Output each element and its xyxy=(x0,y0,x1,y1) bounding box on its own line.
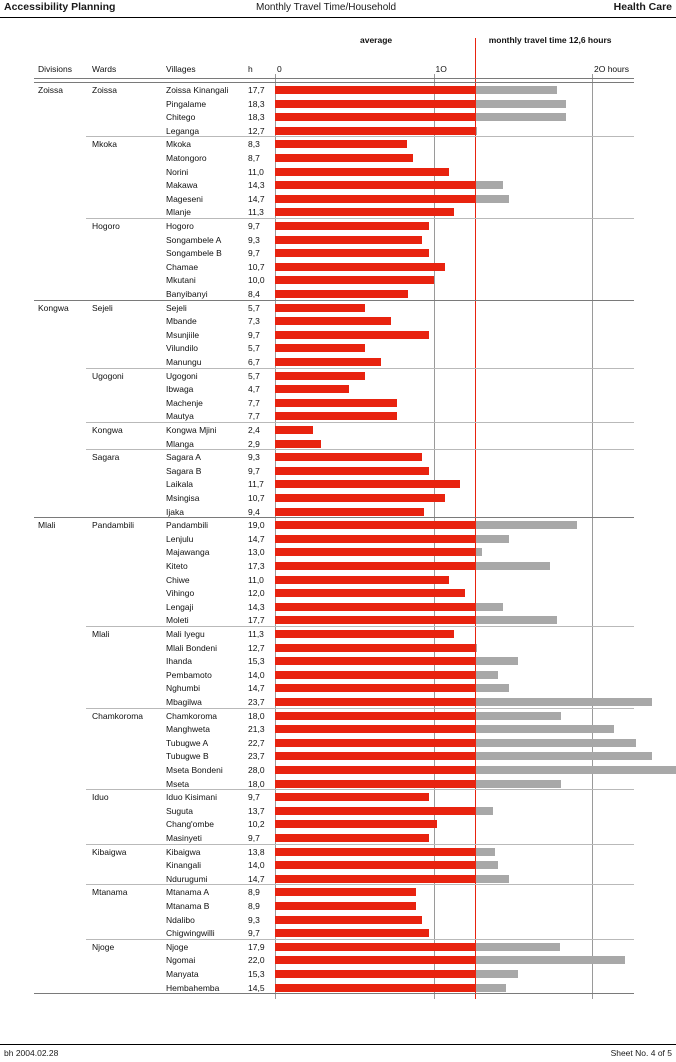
bar-below-threshold xyxy=(275,249,429,257)
bar-below-threshold xyxy=(275,412,397,420)
axis-tick-label-0: 0 xyxy=(277,64,282,74)
header-rule xyxy=(34,78,634,79)
village-label: Banyibanyi xyxy=(166,289,208,299)
ward-label: Zoissa xyxy=(92,85,118,95)
bar-below-threshold xyxy=(275,616,475,624)
ward-separator xyxy=(86,449,634,450)
village-label: Majawanga xyxy=(166,547,210,558)
value-label: 18,0 xyxy=(248,710,265,721)
bar-above-threshold xyxy=(476,616,557,624)
village-label: Mbagilwa xyxy=(166,697,202,707)
bar-below-threshold xyxy=(275,820,437,828)
bar-above-threshold xyxy=(476,807,493,815)
page-footer xyxy=(0,1044,676,1062)
ward-separator xyxy=(86,136,634,137)
village-label: Chamae xyxy=(166,261,199,272)
column-header-wards: Wards xyxy=(92,64,117,74)
ward-label: Njoge xyxy=(92,941,115,952)
bar-below-threshold xyxy=(275,86,475,94)
bar-below-threshold xyxy=(275,780,475,788)
village-label: Pingalame xyxy=(166,98,207,109)
value-label: 5,7 xyxy=(248,343,260,354)
bar-below-threshold xyxy=(275,113,475,121)
village-label: Masinyeti xyxy=(166,833,202,843)
village-label: Lengaji xyxy=(166,601,194,612)
value-label: 19,0 xyxy=(248,520,265,531)
ward-label: Sejeli xyxy=(92,302,113,313)
bar-below-threshold xyxy=(275,521,475,529)
bar-above-threshold xyxy=(476,752,652,760)
village-label: Ihanda xyxy=(166,656,192,667)
bar-below-threshold xyxy=(275,467,429,475)
bar-below-threshold xyxy=(275,902,416,910)
bar-below-threshold xyxy=(275,861,475,869)
bar-below-threshold xyxy=(275,140,407,148)
value-label: 14,5 xyxy=(248,982,265,993)
bar-below-threshold xyxy=(275,426,313,434)
header-right-title: Health Care xyxy=(613,1,672,13)
bar-below-threshold xyxy=(275,576,449,584)
value-label: 23,7 xyxy=(248,697,265,707)
village-label: Vilundilo xyxy=(166,343,198,354)
bar-above-threshold xyxy=(476,943,560,951)
village-label: Mlanje xyxy=(166,207,192,218)
village-label: Mageseni xyxy=(166,193,203,204)
village-label: Mseta Bondeni xyxy=(166,765,223,775)
village-label: Hogoro xyxy=(166,221,194,231)
bar-above-threshold xyxy=(476,195,509,203)
ward-label: Chamkoroma xyxy=(92,710,144,721)
value-label: 12,7 xyxy=(248,125,265,136)
bar-above-threshold xyxy=(476,113,566,121)
ward-label: Mlali xyxy=(92,629,110,639)
bar-above-threshold xyxy=(476,984,506,992)
value-label: 14,7 xyxy=(248,873,265,884)
value-label: 9,3 xyxy=(248,234,260,245)
ward-separator xyxy=(86,708,634,709)
bar-below-threshold xyxy=(275,725,475,733)
bar-below-threshold xyxy=(275,181,475,189)
ward-label: Iduo xyxy=(92,792,109,803)
bar-below-threshold xyxy=(275,671,475,679)
village-label: Norini xyxy=(166,166,189,177)
annotation-threshold: monthly travel time 12,6 hours xyxy=(488,35,612,45)
village-label: Mbande xyxy=(166,316,197,327)
village-label: Ndurugumi xyxy=(166,873,208,884)
village-label: Manyata xyxy=(166,969,199,979)
ward-label: Mtanama xyxy=(92,887,128,898)
bar-below-threshold xyxy=(275,644,475,652)
ward-label: Kibaigwa xyxy=(92,846,127,857)
value-label: 11,0 xyxy=(248,166,264,177)
bar-above-threshold xyxy=(476,127,478,135)
bar-above-threshold xyxy=(476,671,498,679)
value-label: 2,9 xyxy=(248,438,260,449)
bar-above-threshold xyxy=(476,725,614,733)
bar-above-threshold xyxy=(476,739,636,747)
bar-above-threshold xyxy=(476,684,509,692)
bar-below-threshold xyxy=(275,290,408,298)
value-label: 15,3 xyxy=(248,969,265,979)
value-label: 9,7 xyxy=(248,792,260,803)
village-label: Vihingo xyxy=(166,588,195,599)
bar-below-threshold xyxy=(275,127,475,135)
value-label: 21,3 xyxy=(248,724,265,735)
bar-below-threshold xyxy=(275,236,422,244)
village-label: Tubugwe A xyxy=(166,737,209,748)
axis-tick-label-1: 1O xyxy=(435,64,447,74)
bar-above-threshold xyxy=(476,956,625,964)
ward-separator xyxy=(86,368,634,369)
division-separator xyxy=(34,300,634,301)
bar-below-threshold xyxy=(275,263,445,271)
value-label: 7,7 xyxy=(248,397,260,408)
ward-label: Sagara xyxy=(92,452,120,463)
bar-below-threshold xyxy=(275,331,429,339)
village-label: Laikala xyxy=(166,479,193,490)
value-label: 13,7 xyxy=(248,805,265,816)
value-label: 12,7 xyxy=(248,642,265,653)
value-label: 23,7 xyxy=(248,751,265,762)
value-label: 12,0 xyxy=(248,588,265,599)
bar-below-threshold xyxy=(275,875,475,883)
ward-separator xyxy=(86,844,634,845)
bar-below-threshold xyxy=(275,385,349,393)
village-label: Machenje xyxy=(166,397,203,408)
ward-separator xyxy=(86,789,634,790)
footer-author-date: bh 2004.02.28 xyxy=(4,1048,59,1058)
bar-below-threshold xyxy=(275,752,475,760)
bar-above-threshold xyxy=(476,875,509,883)
village-label: Mkutani xyxy=(166,275,196,286)
village-label: Mtanama A xyxy=(166,887,209,898)
value-label: 11,3 xyxy=(248,207,264,218)
village-label: Ugogoni xyxy=(166,370,198,381)
bar-below-threshold xyxy=(275,970,475,978)
village-label: Songambele B xyxy=(166,248,222,259)
bar-below-threshold xyxy=(275,372,365,380)
bar-below-threshold xyxy=(275,793,429,801)
value-label: 18,3 xyxy=(248,112,265,123)
bar-above-threshold xyxy=(476,181,503,189)
division-separator xyxy=(34,517,634,518)
division-label: Mlali xyxy=(38,520,56,531)
ward-label: Kongwa xyxy=(92,425,123,435)
value-label: 9,7 xyxy=(248,329,260,340)
village-label: Pandambili xyxy=(166,520,209,531)
column-header-villages: Villages xyxy=(166,64,196,74)
bar-below-threshold xyxy=(275,684,475,692)
bar-above-threshold xyxy=(476,766,676,774)
value-label: 14,3 xyxy=(248,601,265,612)
village-label: Chamkoroma xyxy=(166,710,218,721)
bar-above-threshold xyxy=(476,698,652,706)
village-label: Mlali Bondeni xyxy=(166,642,218,653)
value-label: 10,0 xyxy=(248,275,265,286)
village-label: Ndalibo xyxy=(166,914,195,925)
table-bottom-rule xyxy=(34,993,634,994)
value-label: 9,7 xyxy=(248,833,260,843)
value-label: 14,7 xyxy=(248,683,265,694)
village-label: Kongwa Mjini xyxy=(166,425,217,435)
bar-above-threshold xyxy=(476,861,498,869)
village-label: Nghumbi xyxy=(166,683,201,694)
chart-area xyxy=(0,18,676,1044)
village-label: Chigwingwilli xyxy=(166,928,215,939)
value-label: 8,9 xyxy=(248,887,260,898)
bar-below-threshold xyxy=(275,929,429,937)
value-label: 7,7 xyxy=(248,411,260,422)
bar-above-threshold xyxy=(476,521,577,529)
value-label: 11,0 xyxy=(248,574,264,585)
village-label: Iduo Kisimani xyxy=(166,792,218,803)
value-label: 17,3 xyxy=(248,561,265,571)
header-center-title: Monthly Travel Time/Household xyxy=(256,2,397,13)
value-label: 17,7 xyxy=(248,615,265,626)
village-label: Mkoka xyxy=(166,139,192,150)
village-label: Suguta xyxy=(166,805,193,816)
bar-above-threshold xyxy=(476,712,562,720)
bar-above-threshold xyxy=(476,848,495,856)
value-label: 17,7 xyxy=(248,85,265,95)
bar-below-threshold xyxy=(275,984,475,992)
bar-below-threshold xyxy=(275,208,454,216)
bar-above-threshold xyxy=(476,644,478,652)
village-label: Manungu xyxy=(166,357,202,367)
value-label: 14,0 xyxy=(248,669,265,680)
value-label: 9,7 xyxy=(248,928,260,939)
value-label: 10,2 xyxy=(248,819,265,830)
village-label: Ibwaga xyxy=(166,384,194,395)
bar-above-threshold xyxy=(476,562,550,570)
division-separator xyxy=(34,82,634,83)
bar-below-threshold xyxy=(275,317,391,325)
value-label: 10,7 xyxy=(248,261,265,272)
annotation-average: average xyxy=(360,35,393,45)
value-label: 18,3 xyxy=(248,98,265,109)
value-label: 13,0 xyxy=(248,547,265,558)
bar-below-threshold xyxy=(275,548,475,556)
ward-separator xyxy=(86,218,634,219)
village-label: Mautya xyxy=(166,411,194,422)
bar-below-threshold xyxy=(275,358,381,366)
village-label: Njoge xyxy=(166,941,189,952)
bar-below-threshold xyxy=(275,480,460,488)
bar-above-threshold xyxy=(476,535,509,543)
value-label: 2,4 xyxy=(248,425,260,435)
village-label: Chitego xyxy=(166,112,196,123)
bar-above-threshold xyxy=(476,86,557,94)
value-label: 17,9 xyxy=(248,941,265,952)
value-label: 14,0 xyxy=(248,860,265,871)
value-label: 9,7 xyxy=(248,465,260,476)
bar-below-threshold xyxy=(275,888,416,896)
value-label: 11,3 xyxy=(248,629,264,639)
column-header-divisions: Divisions xyxy=(38,64,73,74)
ward-label: Pandambili xyxy=(92,520,135,531)
bar-below-threshold xyxy=(275,154,413,162)
ward-label: Ugogoni xyxy=(92,370,124,381)
village-label: Mseta xyxy=(166,778,190,789)
bar-below-threshold xyxy=(275,195,475,203)
value-label: 9,7 xyxy=(248,221,260,231)
bar-below-threshold xyxy=(275,535,475,543)
village-label: Tubugwe B xyxy=(166,751,209,762)
value-label: 9,4 xyxy=(248,506,260,517)
value-label: 8,7 xyxy=(248,153,260,163)
village-label: Leganga xyxy=(166,125,200,136)
bar-below-threshold xyxy=(275,848,475,856)
ward-label: Hogoro xyxy=(92,221,120,231)
axis-tick-label-2: 2O hours xyxy=(594,64,629,74)
village-label: Mtanama B xyxy=(166,901,210,911)
village-label: Kibaigwa xyxy=(166,846,201,857)
village-label: Chiwe xyxy=(166,574,190,585)
bar-below-threshold xyxy=(275,440,321,448)
bar-below-threshold xyxy=(275,453,422,461)
bar-below-threshold xyxy=(275,712,475,720)
value-label: 8,4 xyxy=(248,289,260,299)
value-label: 9,3 xyxy=(248,452,260,463)
bar-below-threshold xyxy=(275,698,475,706)
bar-below-threshold xyxy=(275,100,475,108)
bar-below-threshold xyxy=(275,916,422,924)
division-label: Kongwa xyxy=(38,302,69,313)
bar-above-threshold xyxy=(476,970,519,978)
value-label: 28,0 xyxy=(248,765,265,775)
bar-below-threshold xyxy=(275,657,475,665)
village-label: Hembahemba xyxy=(166,982,220,993)
bar-below-threshold xyxy=(275,589,465,597)
bar-below-threshold xyxy=(275,494,445,502)
bar-below-threshold xyxy=(275,807,475,815)
header-left-title: Accessibility Planning xyxy=(4,1,116,13)
value-label: 11,7 xyxy=(248,479,264,490)
column-header-unit: h xyxy=(248,64,253,74)
value-label: 6,7 xyxy=(248,357,260,367)
value-label: 14,3 xyxy=(248,180,265,191)
bar-below-threshold xyxy=(275,344,365,352)
bar-below-threshold xyxy=(275,399,397,407)
ward-separator xyxy=(86,626,634,627)
ward-separator xyxy=(86,939,634,940)
value-label: 9,3 xyxy=(248,914,260,925)
village-label: Songambele A xyxy=(166,234,222,245)
village-label: Kiteto xyxy=(166,561,188,571)
value-label: 15,3 xyxy=(248,656,265,667)
bar-above-threshold xyxy=(476,548,482,556)
village-label: Sagara B xyxy=(166,465,202,476)
bar-below-threshold xyxy=(275,943,475,951)
bar-above-threshold xyxy=(476,603,503,611)
bar-below-threshold xyxy=(275,276,434,284)
value-label: 18,0 xyxy=(248,778,265,789)
value-label: 5,7 xyxy=(248,302,260,313)
bar-below-threshold xyxy=(275,508,424,516)
village-label: Kinangali xyxy=(166,860,201,871)
bar-below-threshold xyxy=(275,630,454,638)
village-label: Mlanga xyxy=(166,438,194,449)
village-label: Msunjiile xyxy=(166,329,200,340)
village-label: Zoissa Kinangali xyxy=(166,85,229,95)
village-label: Moleti xyxy=(166,615,189,626)
page-header xyxy=(0,0,676,18)
bar-below-threshold xyxy=(275,304,365,312)
village-label: Mali Iyegu xyxy=(166,629,205,639)
value-label: 9,7 xyxy=(248,248,260,259)
village-label: Manghweta xyxy=(166,724,210,735)
value-label: 14,7 xyxy=(248,533,265,544)
value-label: 14,7 xyxy=(248,193,265,204)
village-label: Matongoro xyxy=(166,153,207,163)
value-label: 4,7 xyxy=(248,384,260,395)
axis-gridline-2 xyxy=(592,74,593,999)
bar-below-threshold xyxy=(275,739,475,747)
footer-sheet-number: Sheet No. 4 of 5 xyxy=(610,1048,672,1058)
bar-above-threshold xyxy=(476,780,562,788)
bar-below-threshold xyxy=(275,956,475,964)
village-label: Lenjulu xyxy=(166,533,194,544)
value-label: 7,3 xyxy=(248,316,260,327)
value-label: 10,7 xyxy=(248,493,265,503)
value-label: 22,7 xyxy=(248,737,265,748)
value-label: 22,0 xyxy=(248,955,265,966)
value-label: 5,7 xyxy=(248,370,260,381)
village-label: Ijaka xyxy=(166,506,184,517)
bar-below-threshold xyxy=(275,222,429,230)
village-label: Ngomai xyxy=(166,955,196,966)
bar-above-threshold xyxy=(476,657,519,665)
ward-label: Mkoka xyxy=(92,139,118,150)
ward-separator xyxy=(86,884,634,885)
bar-below-threshold xyxy=(275,834,429,842)
bar-below-threshold xyxy=(275,562,475,570)
village-label: Sagara A xyxy=(166,452,201,463)
bar-below-threshold xyxy=(275,168,449,176)
value-label: 8,9 xyxy=(248,901,260,911)
value-label: 13,8 xyxy=(248,846,265,857)
division-label: Zoissa xyxy=(38,85,64,95)
village-label: Chang'ombe xyxy=(166,819,214,830)
bar-above-threshold xyxy=(476,100,566,108)
village-label: Sejeli xyxy=(166,302,187,313)
ward-separator xyxy=(86,422,634,423)
village-label: Pembamoto xyxy=(166,669,212,680)
value-label: 8,3 xyxy=(248,139,260,150)
bar-below-threshold xyxy=(275,603,475,611)
bar-below-threshold xyxy=(275,766,475,774)
village-label: Msingisa xyxy=(166,493,200,503)
village-label: Makawa xyxy=(166,180,198,191)
